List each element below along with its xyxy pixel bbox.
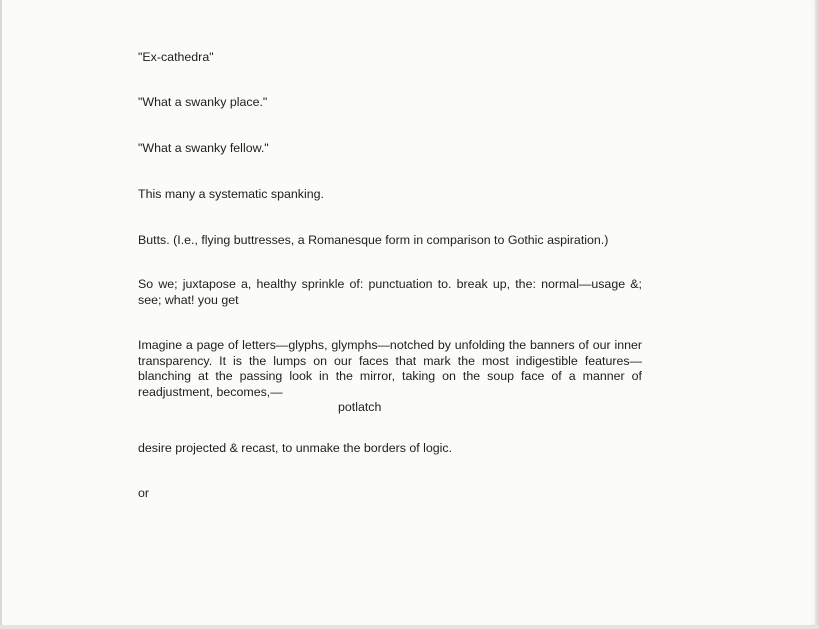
- paragraph-punctuation: So we; juxtapose a, healthy sprinkle of: punctuation to. break up, the: normal—usage &; see; what! you get: [138, 277, 642, 307]
- text-line-butts: Butts. (I.e., flying buttresses, a Romanesque form in comparison to Gothic aspiration.): [138, 233, 609, 247]
- text-line-swanky-place: "What a swanky place.": [138, 95, 268, 109]
- potlatch-word: potlatch: [338, 400, 382, 414]
- page-right-edge: [815, 0, 819, 629]
- text-line-ex-cathedra: "Ex-cathedra": [138, 50, 214, 64]
- paragraph-glyphs: [138, 338, 642, 416]
- page-bottom-edge: [0, 625, 819, 629]
- paragraph-glyphs-text: Imagine a page of letters—glyphs, glymphs—notched by unfolding the banners of our inner transparency. It is the lumps on our faces that mark the most indigestible features—blanching at the passing look in the mirror, taking on the soup face of a manner of readjustment, becomes,—: [138, 338, 642, 399]
- text-line-spanking: This many a systematic spanking.: [138, 187, 324, 201]
- text-line-swanky-fellow: "What a swanky fellow.": [138, 141, 269, 155]
- text-line-or: or: [138, 486, 150, 500]
- text-line-desire: desire projected & recast, to unmake the borders of logic.: [138, 441, 453, 455]
